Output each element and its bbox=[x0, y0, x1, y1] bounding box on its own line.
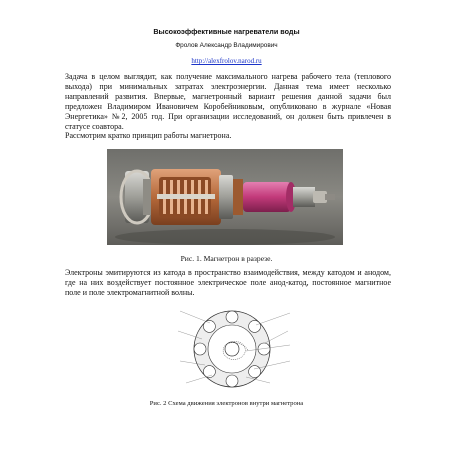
document-title: Высокоэффективные нагреватели воды bbox=[153, 27, 300, 36]
magnetron-photo bbox=[107, 149, 343, 245]
author-website-link[interactable]: http://alexfrolov.narod.ru bbox=[191, 57, 262, 65]
figure-1-caption: Рис. 1. Магнетрон в разрезе. bbox=[180, 254, 273, 263]
intro-paragraph: Задача в целом выглядит, как получение максимального нагрева рабочего тела (теплового выхода) при минимальных затратах электроэнергии. Данная тема имеет несколько направлений развития. Впервые, магнетронный вариант решения данной задачи был предложен Владимиром Ивановичем Коробейниковым, опубликовано в журнале «Новая Энергетика» №2, 2005 год. При организации исследований, он должен быть привлечен в статусе соавтора. bbox=[65, 72, 391, 131]
figure-2-caption: Рис. 2 Схема движения электронов внутри магнетрона bbox=[149, 400, 304, 407]
author-name: Фролов Александр Владимирович bbox=[175, 42, 278, 49]
electron-paragraph: Электроны эмитируются из катода в пространство взаимодействия, между катодом и анодом, где на них воздействует постоянное электрическое поле анод-катод, постоянное магнитное поле и поле электромагнитной волны. bbox=[65, 268, 391, 297]
magnetron-cutaway-image bbox=[107, 149, 343, 245]
principle-paragraph: Рассмотрим кратко принцип работы магнетрона. bbox=[65, 131, 232, 140]
magnetron-diagram bbox=[150, 303, 320, 395]
electron-path-diagram bbox=[150, 303, 320, 395]
